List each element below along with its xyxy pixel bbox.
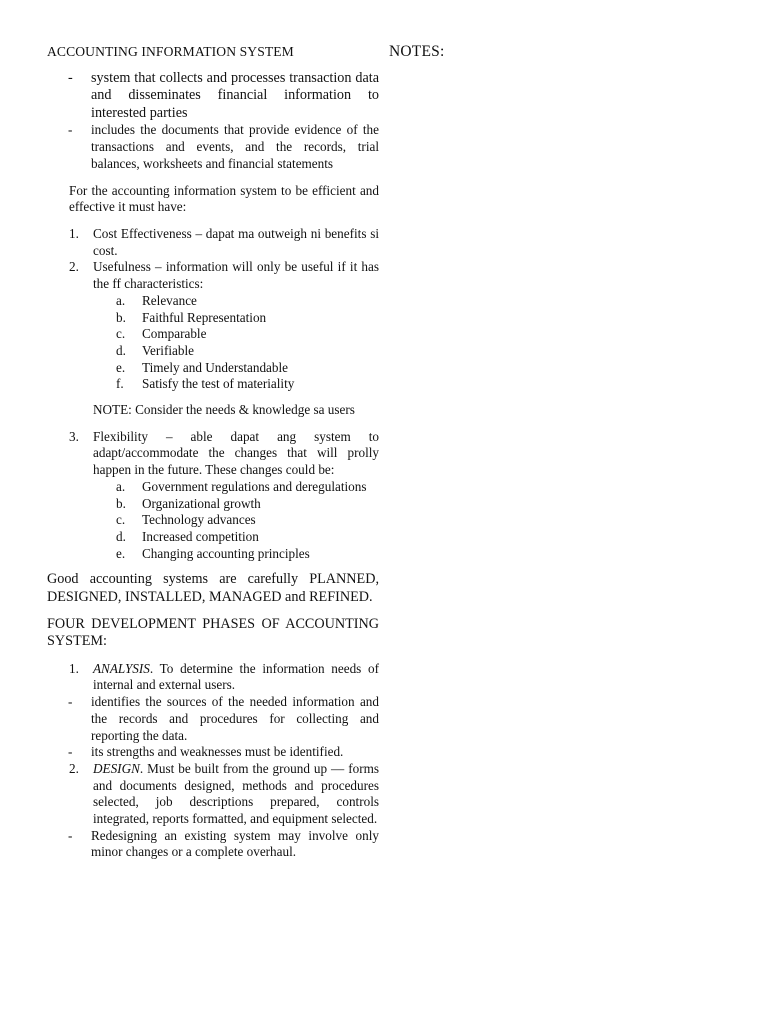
item-letter: c.: [116, 326, 126, 342]
item-text: Usefulness – information will only be useful if it has the ff characteristics:: [93, 259, 379, 292]
main-column: [47, 44, 379, 861]
item-text: Organizational growth: [142, 495, 261, 511]
item-text: Changing accounting principles: [142, 545, 310, 561]
notes-heading: NOTES:: [389, 43, 445, 60]
item-text: Comparable: [142, 326, 207, 342]
item-letter: a.: [116, 478, 126, 494]
item-number: 1.: [69, 660, 79, 676]
intro-bullet: [47, 122, 379, 172]
item-text: Faithful Representation: [142, 309, 267, 325]
item-letter: c.: [116, 512, 126, 528]
item-letter: e.: [116, 359, 126, 375]
bullet-text: its strengths and weaknesses must be identified.: [91, 744, 344, 760]
item-letter: e.: [116, 545, 126, 561]
phase-bullet: [47, 828, 379, 861]
requirement-intro: For the accounting information system to be efficient and effective it must have:: [69, 182, 379, 215]
item-text: Relevance: [142, 292, 197, 308]
phase-item: [47, 661, 379, 694]
phase-text: . Must be built from the ground up — forms and documents designed, methods and procedures selected, job descriptions prepared, controls integrated, reports formatted, and equipment selected.: [93, 760, 379, 827]
item-text: Verifiable: [142, 342, 194, 358]
item-letter: d.: [116, 528, 126, 544]
bullet-marker: -: [68, 744, 73, 760]
characteristic-item: [47, 310, 379, 327]
item-text: Government regulations and deregulations: [142, 478, 367, 494]
intro-bullet: [47, 70, 379, 123]
bullet-marker: -: [68, 122, 73, 138]
phase-label: DESIGN: [93, 760, 140, 776]
item-text: Satisfy the test of materiality: [142, 376, 295, 392]
item-text: Flexibility – able dapat ang system to adapt/accommodate the changes that will prolly happen in the future. These changes could be:: [93, 428, 379, 478]
phase-item: [47, 761, 379, 828]
bullet-text: system that collects and processes transaction data and disseminates financial information to interested parties: [91, 69, 379, 121]
phase-label: ANALYSIS: [93, 660, 150, 676]
bullet-text: identifies the sources of the needed information and the records and procedures for collecting and reporting the data.: [91, 694, 379, 743]
requirement-item: [47, 226, 379, 259]
bullet-marker: -: [68, 69, 73, 86]
item-text: Cost Effectiveness – dapat ma outweigh ni benefits si cost.: [93, 226, 379, 258]
item-text: [93, 661, 379, 694]
item-text: Technology advances: [142, 512, 256, 528]
change-item: [47, 529, 379, 546]
item-text: [93, 761, 379, 828]
phase-bullet: [47, 694, 379, 744]
bullet-text: includes the documents that provide evidence of the transactions and events, and the records, trial balances, worksheets and financial statements: [91, 122, 379, 171]
bullet-text: Redesigning an existing system may involve only minor changes or a complete overhaul.: [91, 827, 379, 860]
characteristic-item: [47, 326, 379, 343]
characteristic-item: [47, 360, 379, 377]
change-item: [47, 512, 379, 529]
item-letter: b.: [116, 309, 126, 325]
item-number: 2.: [69, 259, 79, 275]
item-letter: d.: [116, 342, 126, 358]
item-number: 3.: [69, 428, 79, 444]
item-text: Timely and Understandable: [142, 359, 289, 375]
requirement-item: [47, 259, 379, 292]
good-systems-paragraph: Good accounting systems are carefully PLANNED, DESIGNED, INSTALLED, MANAGED and REFINED.: [47, 571, 379, 605]
usefulness-note: NOTE: Consider the needs & knowledge sa users: [93, 402, 355, 418]
change-item: [47, 496, 379, 513]
item-letter: f.: [116, 376, 124, 392]
item-letter: b.: [116, 495, 126, 511]
item-number: 2.: [69, 760, 79, 776]
phases-heading: FOUR DEVELOPMENT PHASES OF ACCOUNTING SYSTEM:: [47, 615, 379, 650]
item-text: Increased competition: [142, 528, 259, 544]
requirement-item: [47, 429, 379, 479]
item-number: 1.: [69, 226, 79, 241]
change-item: [47, 479, 379, 496]
item-letter: a.: [116, 292, 126, 308]
page-title: ACCOUNTING INFORMATION SYSTEM: [47, 44, 294, 59]
bullet-marker: -: [68, 827, 73, 843]
change-item: [47, 546, 379, 563]
characteristic-item: [47, 343, 379, 360]
phase-text: . To determine the information needs of internal and external users.: [93, 660, 379, 693]
bullet-marker: -: [68, 694, 73, 710]
phase-bullet: [47, 744, 379, 761]
characteristic-item: [47, 293, 379, 310]
characteristic-item: [47, 376, 379, 393]
